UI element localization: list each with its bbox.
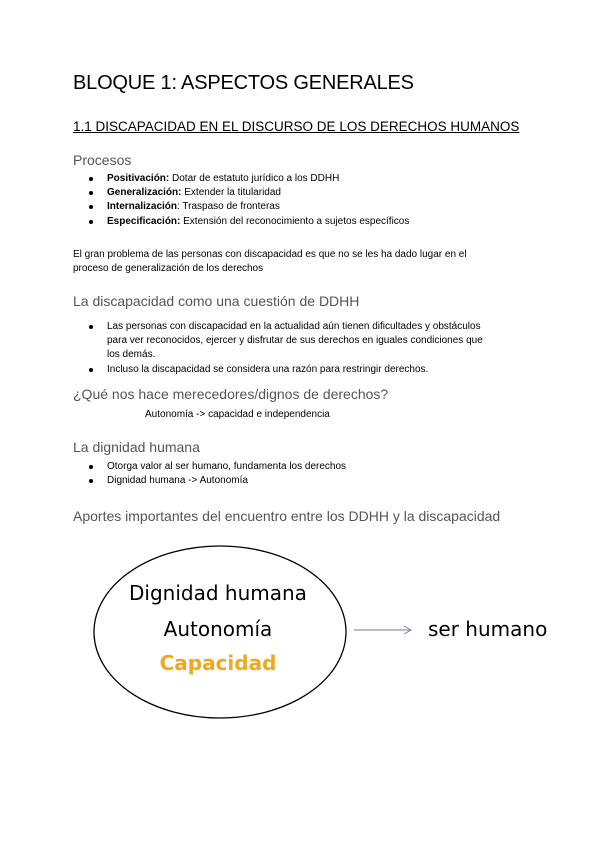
definition: Extender la titularidad (181, 187, 281, 199)
list-item (73, 320, 483, 334)
list-item (73, 186, 409, 200)
dignidad-label: Dignidad humana (129, 581, 307, 605)
aportes-heading: Aportes importantes del encuentro entre los DDHH y la discapacidad (73, 508, 501, 524)
definition: : Traspaso de fronteras (177, 201, 280, 213)
term: Especificación: (107, 215, 181, 227)
procesos-heading: Procesos (73, 152, 132, 168)
cuestion-heading: La discapacidad como una cuestión de DDHH (73, 293, 360, 309)
autonomia-line: Autonomía -> capacidad e independencia (145, 409, 330, 420)
page-title: BLOQUE 1: ASPECTOS GENERALES (73, 72, 414, 94)
ser-humano-label: ser humano (428, 617, 548, 641)
list-item (73, 363, 483, 377)
definition: Dotar de estatuto jurídico a los DDHH (169, 173, 340, 184)
section-heading: 1.1 DISCAPACIDAD EN EL DISCURSO DE LOS DERECHOS HUMANOS (73, 119, 520, 134)
line: los demás. (107, 349, 156, 361)
list-item (73, 215, 409, 229)
cuestion-list (73, 320, 483, 377)
dignidad-heading: La dignidad humana (73, 439, 200, 455)
line: Las personas con discapacidad en la actualidad aún tienen dificultades y obstáculos (107, 321, 481, 332)
concept-diagram (0, 540, 600, 720)
line: para ver reconocidos, ejercer y disfrutar de sus derechos en iguales condiciones que (107, 335, 483, 347)
definition: Extensión del reconocimiento a sujetos específicos (180, 215, 410, 227)
term: Positivación: (107, 173, 170, 184)
dignidad-list (73, 460, 346, 488)
term: Generalización: (107, 187, 182, 199)
procesos-list (73, 172, 409, 229)
list-item (73, 200, 409, 214)
capacidad-label: Capacidad (159, 651, 277, 675)
term: Internalización (107, 201, 178, 213)
paragraph-line: El gran problema de las personas con discapacidad es que no se les ha dado lugar en el (73, 249, 467, 260)
line: Incluso la discapacidad se considera una razón para restringir derechos. (107, 363, 429, 375)
list-item-continuation (73, 334, 483, 348)
autonomia-label: Autonomía (163, 617, 273, 641)
list-item (73, 172, 409, 186)
line: Dignidad humana -> Autonomía (107, 475, 248, 487)
paragraph-line: proceso de generalización de los derechos (73, 263, 264, 274)
line: Otorga valor al ser humano, fundamenta los derechos (107, 461, 347, 472)
list-item (73, 474, 346, 488)
list-item-continuation (73, 348, 483, 362)
merecedores-heading: ¿Qué nos hace merecedores/dignos de derechos? (73, 386, 389, 402)
list-item (73, 460, 346, 474)
